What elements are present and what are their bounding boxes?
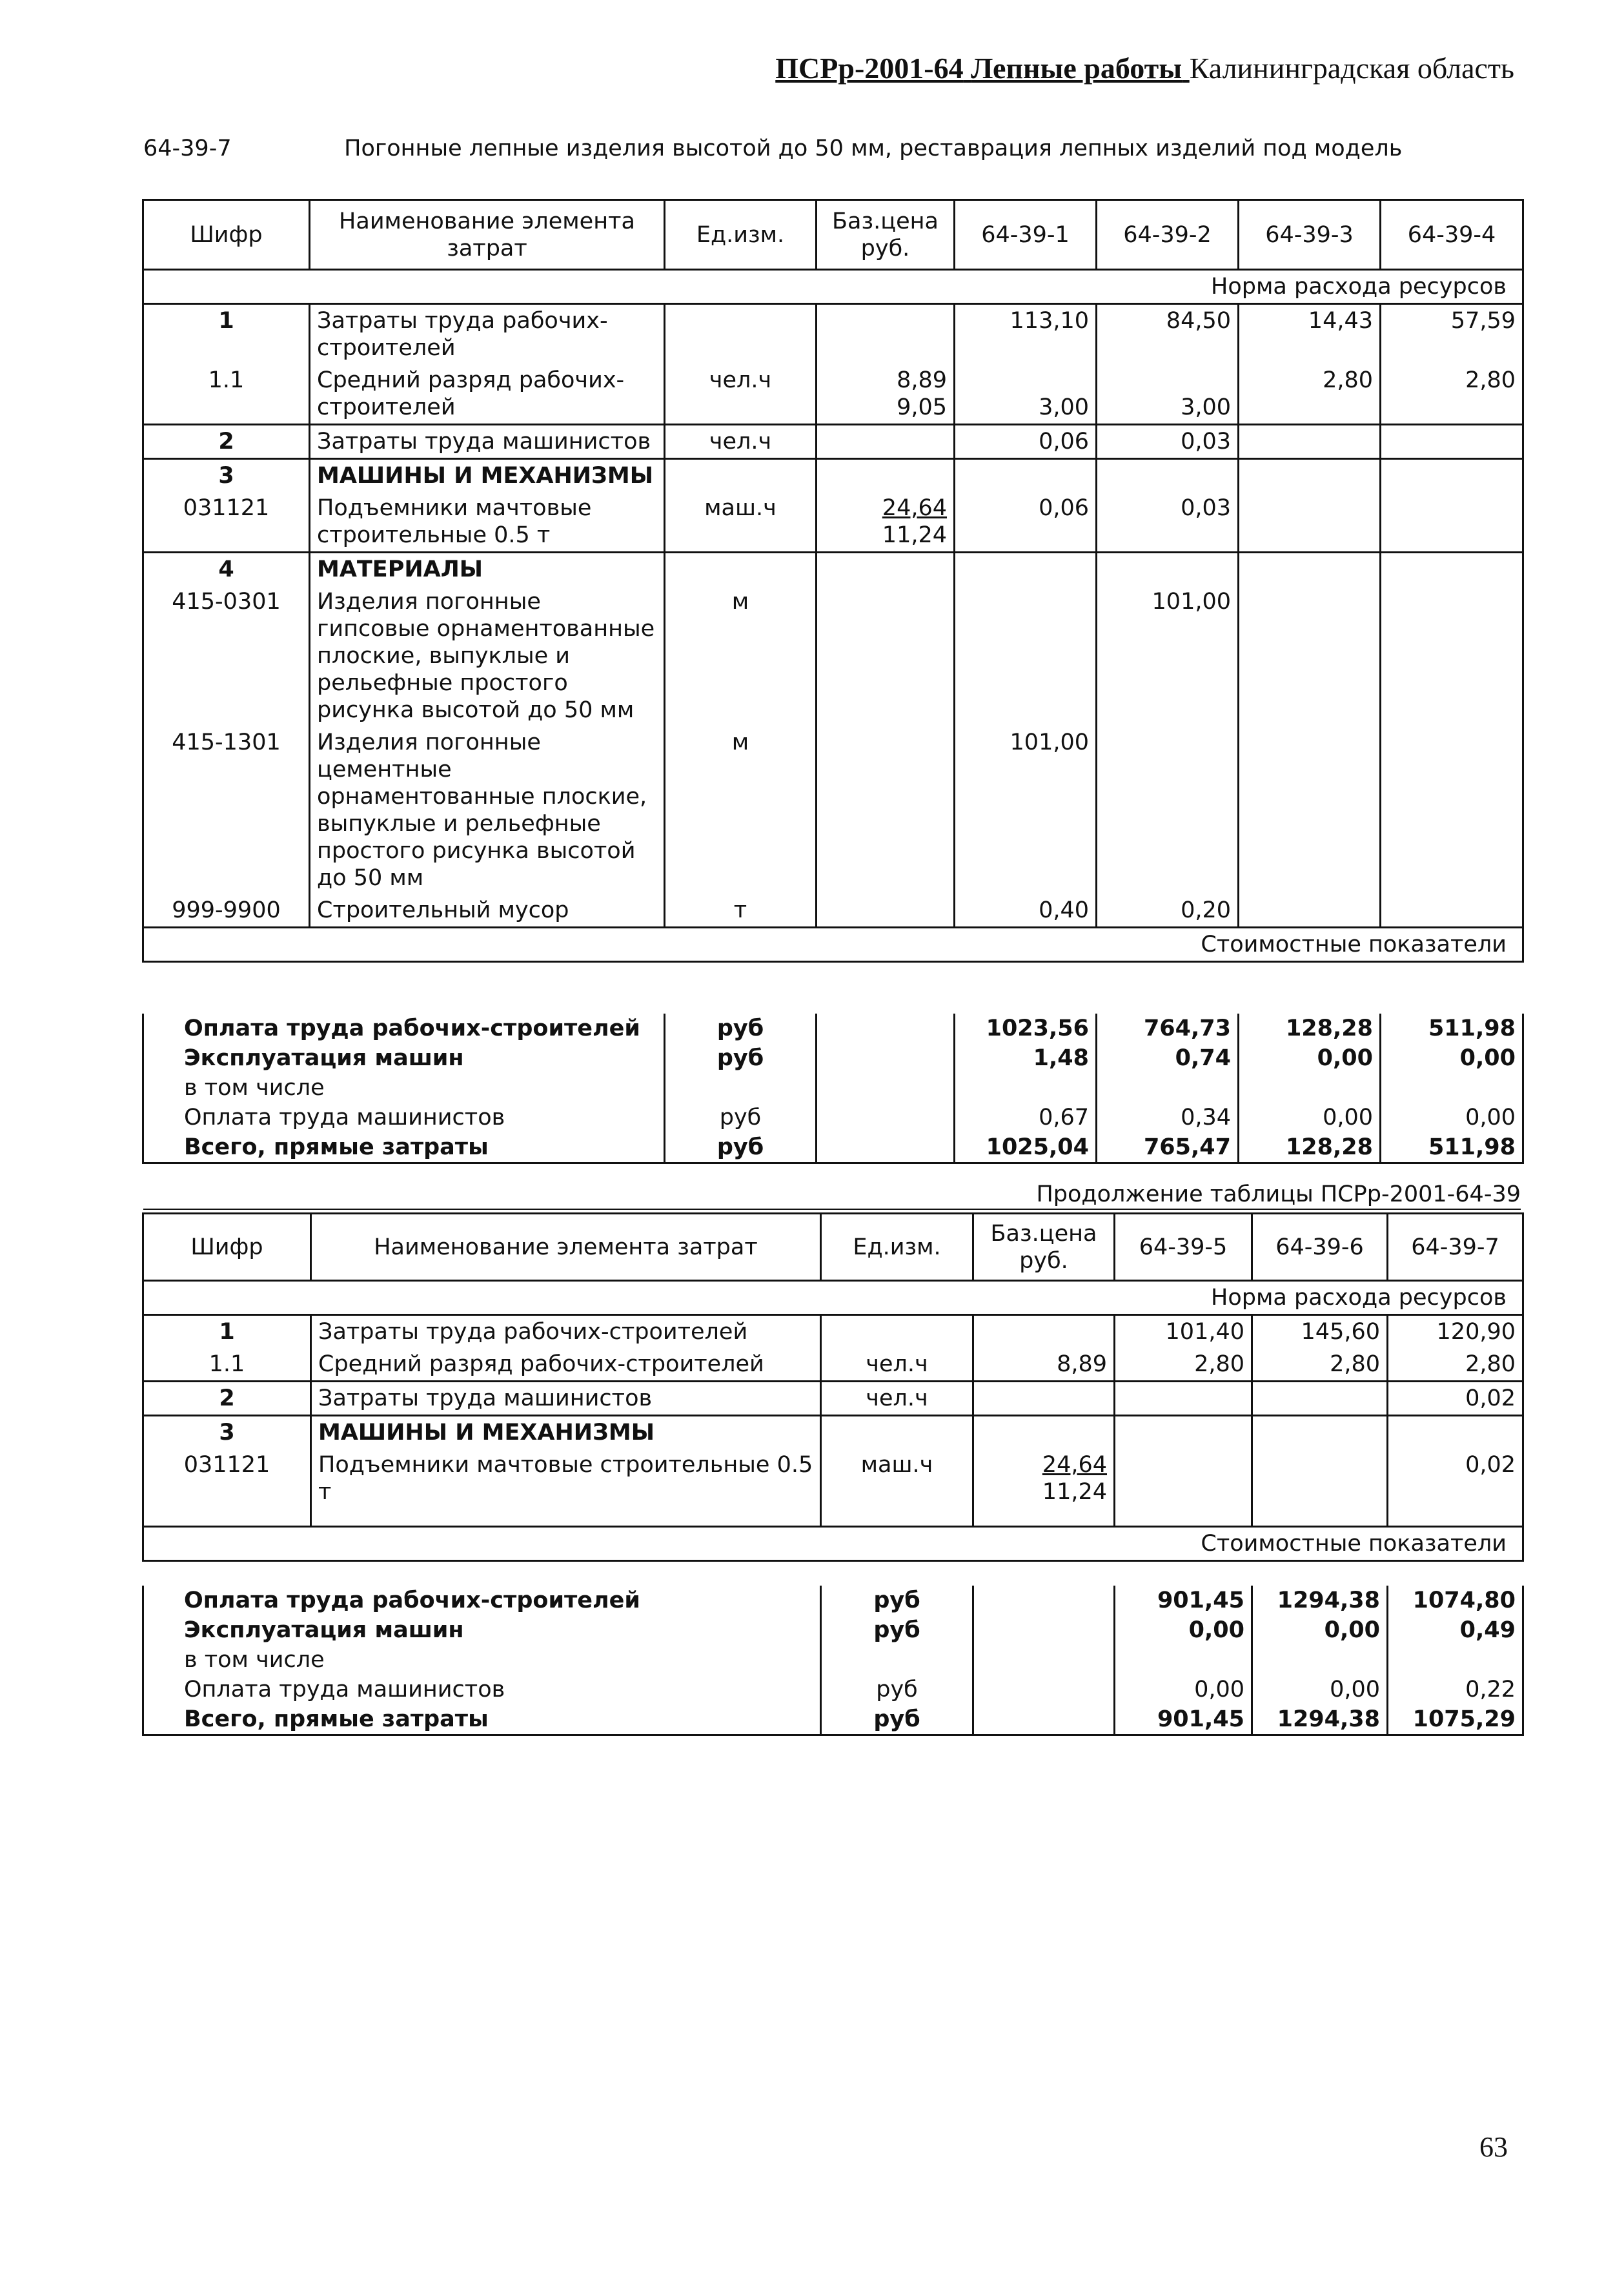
rate-code-line [143, 134, 1486, 163]
row-value: 0,06 [955, 425, 1097, 459]
cost-label: Всего, прямые затраты [143, 1132, 665, 1163]
table-row [143, 1315, 1523, 1349]
row-value [1097, 364, 1239, 425]
cost-value: 0,00 [1252, 1615, 1388, 1645]
row-code: 1 [143, 304, 310, 365]
cost-value: 1294,38 [1252, 1704, 1388, 1735]
row-price [973, 1315, 1115, 1349]
cost-value: 128,28 [1239, 1014, 1381, 1043]
cost-row [143, 1014, 1523, 1043]
cost-unit: руб [665, 1014, 817, 1043]
row-name: Средний разряд рабочих-строителей [310, 364, 665, 425]
cost-row [143, 1043, 1523, 1073]
row-unit: чел.ч [665, 425, 817, 459]
row-value: 0,20 [1097, 894, 1239, 928]
row-name: Затраты труда рабочих-строителей [311, 1315, 821, 1349]
row-code: 4 [143, 553, 310, 586]
section-caption-row [143, 928, 1523, 962]
section-title: МАШИНЫ И МЕХАНИЗМЫ [310, 459, 665, 493]
cost-unit: руб [665, 1043, 817, 1073]
cost-label: Оплата труда рабочих-строителей [143, 1014, 665, 1043]
cost-value: 0,67 [955, 1103, 1097, 1132]
table-header-row [143, 200, 1523, 270]
col-header-name: Наименование элемента затрат [311, 1214, 821, 1281]
col-header-rate: 64-39-5 [1115, 1214, 1252, 1281]
row-name: Строительный мусор [310, 894, 665, 928]
section-title: МАТЕРИАЛЫ [310, 553, 665, 586]
cost-value: 1075,29 [1388, 1704, 1523, 1735]
row-value [1239, 894, 1381, 928]
row-code: 415-1301 [143, 726, 310, 894]
cost-value: 0,49 [1388, 1615, 1523, 1645]
cost-value: 0,00 [1239, 1043, 1381, 1073]
cost-value: 0,00 [1381, 1043, 1523, 1073]
price-value: 24,64 [882, 495, 947, 521]
cost-row [143, 1586, 1523, 1615]
cost-row [143, 1103, 1523, 1132]
cost-value: 765,47 [1097, 1132, 1239, 1163]
section-caption-row [143, 1526, 1523, 1560]
row-price [817, 364, 955, 425]
price-value: 9,05 [897, 394, 947, 420]
row-code: 1.1 [143, 364, 310, 425]
cost-unit: руб [821, 1675, 973, 1704]
col-header-rate: 64-39-1 [955, 200, 1097, 270]
cost-value: 0,00 [1381, 1103, 1523, 1132]
row-value [1252, 1449, 1388, 1508]
row-value [1115, 1382, 1252, 1416]
cost-caption: Стоимостные показатели [143, 928, 1523, 962]
cost-table-2 [142, 1586, 1524, 1736]
section-title: МАШИНЫ И МЕХАНИЗМЫ [311, 1416, 821, 1449]
row-price [817, 304, 955, 365]
col-header-code: Шифр [143, 200, 310, 270]
cost-label: Оплата труда рабочих-строителей [143, 1586, 821, 1615]
cost-caption: Стоимостные показатели [143, 1526, 1523, 1560]
cost-value: 1023,56 [955, 1014, 1097, 1043]
row-value: 0,02 [1388, 1449, 1523, 1508]
section-caption-row [143, 270, 1523, 304]
cost-value: 1,48 [955, 1043, 1097, 1073]
row-value: 2,80 [1381, 364, 1523, 425]
row-value: 14,43 [1239, 304, 1381, 365]
row-unit [821, 1315, 973, 1349]
norm-caption: Норма расхода ресурсов [143, 1281, 1523, 1315]
row-value: 84,50 [1097, 304, 1239, 365]
cost-label: Оплата труда машинистов [143, 1103, 665, 1132]
value-text: 3,00 [1039, 394, 1089, 420]
row-price: 8,89 [973, 1348, 1115, 1382]
row-code: 2 [143, 1382, 311, 1416]
page-number: 63 [1479, 2131, 1508, 2163]
row-unit [665, 304, 817, 365]
table-row [143, 1348, 1523, 1382]
row-code: 1.1 [143, 1348, 311, 1382]
table-row [143, 425, 1523, 459]
row-value: 2,80 [1388, 1348, 1523, 1382]
cost-value: 0,34 [1097, 1103, 1239, 1132]
row-price [817, 425, 955, 459]
section-row [143, 1416, 1523, 1449]
row-value: 0,06 [955, 492, 1097, 553]
cost-value: 0,00 [1115, 1615, 1252, 1645]
col-header-rate: 64-39-3 [1239, 200, 1381, 270]
continuation-caption: Продолжение таблицы ПСРр-2001-64-39 [143, 1180, 1521, 1210]
table-row [143, 492, 1523, 553]
table-row [143, 894, 1523, 928]
cost-row [143, 1132, 1523, 1163]
row-price [817, 894, 955, 928]
cost-value: 0,22 [1388, 1675, 1523, 1704]
row-value: 2,80 [1252, 1348, 1388, 1382]
row-unit: м [665, 586, 817, 726]
row-value [1115, 1449, 1252, 1508]
cost-row [143, 1704, 1523, 1735]
row-unit: т [665, 894, 817, 928]
table-row [143, 586, 1523, 726]
row-value: 2,80 [1239, 364, 1381, 425]
cost-value: 901,45 [1115, 1586, 1252, 1615]
row-value: 0,02 [1388, 1382, 1523, 1416]
row-unit: чел.ч [821, 1348, 973, 1382]
cost-label: в том числе [143, 1645, 821, 1675]
cost-value: 128,28 [1239, 1132, 1381, 1163]
row-value: 101,00 [955, 726, 1097, 894]
cost-unit: руб [821, 1704, 973, 1735]
cost-label: Оплата труда машинистов [143, 1675, 821, 1704]
row-code: 031121 [143, 492, 310, 553]
table-row [143, 1382, 1523, 1416]
row-value [1381, 492, 1523, 553]
row-code: 3 [143, 459, 310, 493]
row-value [1381, 586, 1523, 726]
row-value [1381, 894, 1523, 928]
cost-label: Эксплуатация машин [143, 1615, 821, 1645]
row-unit: чел.ч [821, 1382, 973, 1416]
row-value [1239, 586, 1381, 726]
row-value: 0,40 [955, 894, 1097, 928]
cost-table-1 [142, 1014, 1524, 1164]
row-name: Изделия погонные гипсовые орнаментованные плоские, выпуклые и рельефные простого рисунка высотой до 50 мм [310, 586, 665, 726]
cost-label: Эксплуатация машин [143, 1043, 665, 1073]
rate-description: Погонные лепные изделия высотой до 50 мм, реставрация лепных изделий под модель [344, 136, 1403, 161]
cost-row [143, 1645, 1523, 1675]
row-name: Изделия погонные цементные орнаментованные плоские, выпуклые и рельефные простого рисунка высотой до 50 мм [310, 726, 665, 894]
row-name: Подъемники мачтовые строительные 0.5 т [311, 1449, 821, 1508]
row-code: 1 [143, 1315, 311, 1349]
norm-caption: Норма расхода ресурсов [143, 270, 1523, 304]
row-price [817, 726, 955, 894]
col-header-rate: 64-39-2 [1097, 200, 1239, 270]
col-header-rate: 64-39-4 [1381, 200, 1523, 270]
row-price [817, 586, 955, 726]
row-value [1239, 425, 1381, 459]
row-value [1097, 726, 1239, 894]
row-value: 2,80 [1115, 1348, 1252, 1382]
cost-row [143, 1615, 1523, 1645]
row-code: 2 [143, 425, 310, 459]
rate-code: 64-39-7 [143, 136, 232, 161]
cost-value: 511,98 [1381, 1014, 1523, 1043]
page-header [775, 50, 1514, 87]
col-header-unit: Ед.изм. [821, 1214, 973, 1281]
collection-title: Лепные работы [971, 52, 1182, 85]
row-code: 3 [143, 1416, 311, 1449]
col-header-name: Наименование элемента затрат [310, 200, 665, 270]
value-text: 3,00 [1181, 394, 1231, 420]
table-row [143, 1449, 1523, 1508]
col-header-rate: 64-39-7 [1388, 1214, 1523, 1281]
rates-table-2 [142, 1212, 1524, 1562]
cost-value: 0,00 [1252, 1675, 1388, 1704]
rates-table-1 [142, 199, 1524, 963]
price-value: 11,24 [1042, 1479, 1107, 1505]
row-name: Затраты труда машинистов [310, 425, 665, 459]
cost-row [143, 1675, 1523, 1704]
table-header-row [143, 1214, 1523, 1281]
cost-value: 1074,80 [1388, 1586, 1523, 1615]
row-value: 0,03 [1097, 425, 1239, 459]
col-header-code: Шифр [143, 1214, 311, 1281]
cost-value: 511,98 [1381, 1132, 1523, 1163]
row-value [955, 586, 1097, 726]
region-name: Калининградская область [1189, 52, 1514, 85]
row-name: Подъемники мачтовые строительные 0.5 т [310, 492, 665, 553]
cost-value: 1025,04 [955, 1132, 1097, 1163]
row-value [1252, 1382, 1388, 1416]
table-row [143, 726, 1523, 894]
row-unit: чел.ч [665, 364, 817, 425]
row-unit: м [665, 726, 817, 894]
row-value: 101,00 [1097, 586, 1239, 726]
row-code: 999-9900 [143, 894, 310, 928]
cost-row [143, 1073, 1523, 1103]
table-row [143, 304, 1523, 365]
row-name: Затраты труда рабочих-строителей [310, 304, 665, 365]
cost-label: Всего, прямые затраты [143, 1704, 821, 1735]
row-value: 145,60 [1252, 1315, 1388, 1349]
cost-value: 1294,38 [1252, 1586, 1388, 1615]
price-value: 24,64 [1042, 1452, 1107, 1478]
section-caption-row [143, 1281, 1523, 1315]
section-row [143, 553, 1523, 586]
spacer-row [143, 1508, 1523, 1526]
cost-label: в том числе [143, 1073, 665, 1103]
cost-value: 0,00 [1115, 1675, 1252, 1704]
price-value: 11,24 [882, 522, 947, 548]
row-price [973, 1449, 1115, 1508]
col-header-price: Баз.цена руб. [973, 1214, 1115, 1281]
row-value: 113,10 [955, 304, 1097, 365]
row-unit: маш.ч [821, 1449, 973, 1508]
cost-unit: руб [821, 1615, 973, 1645]
col-header-rate: 64-39-6 [1252, 1214, 1388, 1281]
row-value: 0,03 [1097, 492, 1239, 553]
row-name: Средний разряд рабочих-строителей [311, 1348, 821, 1382]
row-value [1239, 492, 1381, 553]
cost-value: 0,00 [1239, 1103, 1381, 1132]
row-name: Затраты труда машинистов [311, 1382, 821, 1416]
col-header-unit: Ед.изм. [665, 200, 817, 270]
table-row [143, 364, 1523, 425]
row-code: 031121 [143, 1449, 311, 1508]
row-unit: маш.ч [665, 492, 817, 553]
row-code: 415-0301 [143, 586, 310, 726]
price-value: 8,89 [897, 367, 947, 393]
row-value [1381, 425, 1523, 459]
section-row [143, 459, 1523, 493]
col-header-price: Баз.цена руб. [817, 200, 955, 270]
cost-unit: руб [665, 1132, 817, 1163]
row-value: 101,40 [1115, 1315, 1252, 1349]
row-value [1381, 726, 1523, 894]
cost-unit: руб [665, 1103, 817, 1132]
row-price [973, 1382, 1115, 1416]
row-value: 120,90 [1388, 1315, 1523, 1349]
cost-value: 901,45 [1115, 1704, 1252, 1735]
cost-value: 0,74 [1097, 1043, 1239, 1073]
row-value [1239, 726, 1381, 894]
row-value [955, 364, 1097, 425]
collection-code: ПСРр-2001-64 [775, 52, 964, 85]
cost-value: 764,73 [1097, 1014, 1239, 1043]
row-price [817, 492, 955, 553]
row-value: 57,59 [1381, 304, 1523, 365]
cost-unit: руб [821, 1586, 973, 1615]
